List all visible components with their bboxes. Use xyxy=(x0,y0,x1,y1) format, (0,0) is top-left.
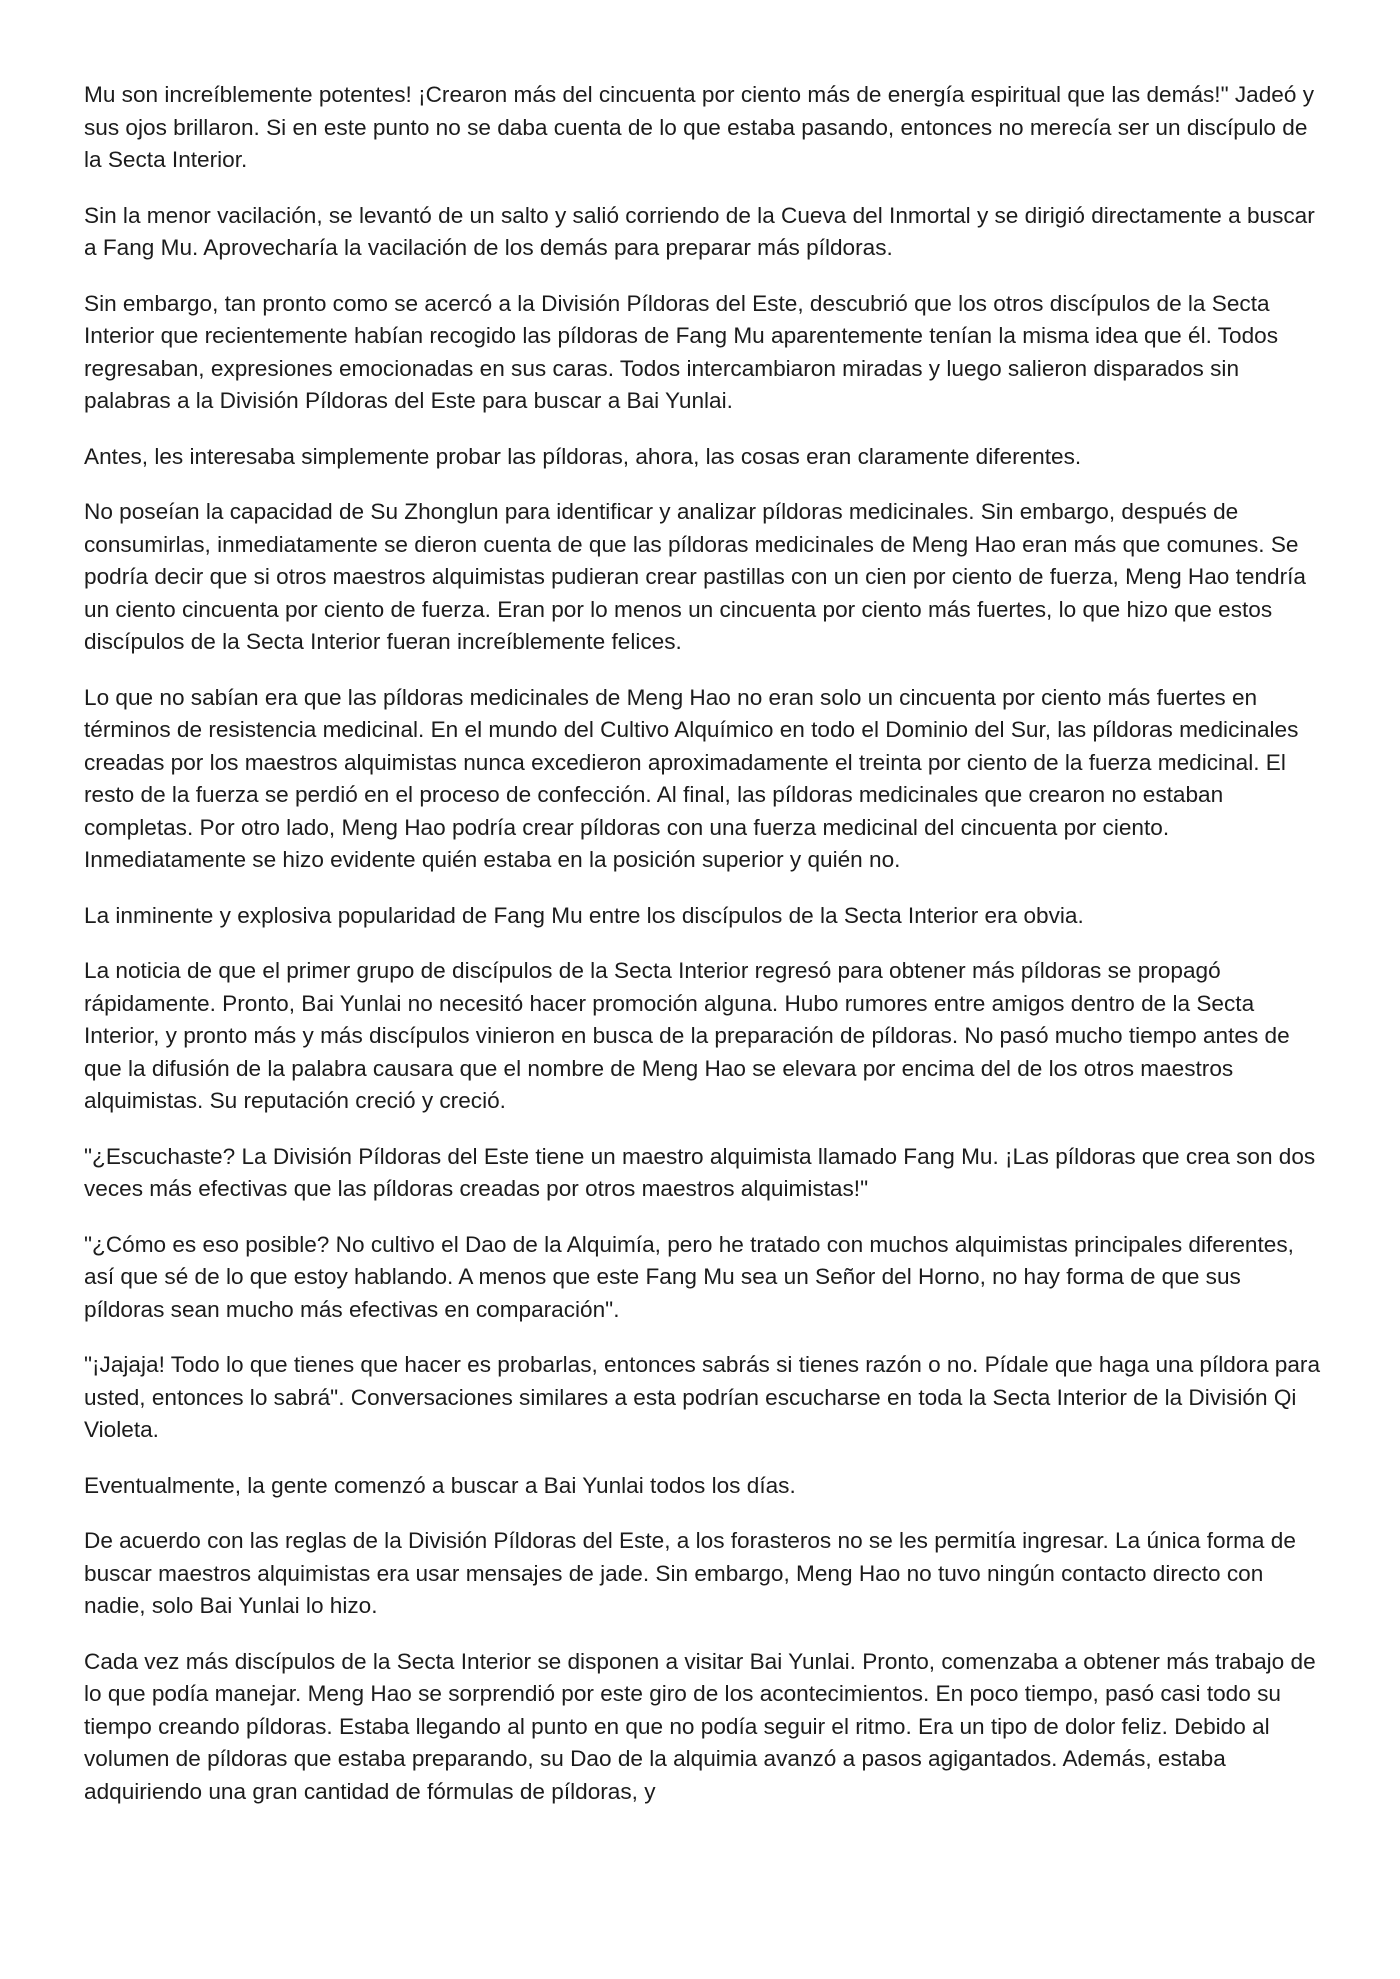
paragraph-9: "¿Escuchaste? La División Píldoras del Este tiene un maestro alquimista llamado Fang Mu. ¡Las píldoras que crea son dos veces más efectivas que las píldoras creadas por otros maestros alquimistas!" xyxy=(84,1143,1316,1201)
paragraph-3: Sin embargo, tan pronto como se acercó a la División Píldoras del Este, descubrió que los otros discípulos de la Secta Interior que recientemente habían recogido las píldoras de Fang Mu aparentemente tenían la misma idea que él. Todos regresaban, expresiones emocionadas en sus caras. Todos intercambiaron miradas y luego salieron disparados sin palabras a la División Píldoras del Este para buscar a Bai Yunlai. xyxy=(84,290,1279,413)
paragraph-10: "¿Cómo es eso posible? No cultivo el Dao de la Alquimía, pero he tratado con muchos alquimistas principales diferentes, así que sé de lo que estoy hablando. A menos que este Fang Mu sea un Señor del Horno, no hay forma de que sus píldoras sean mucho más efectivas en comparación". xyxy=(84,1231,1294,1322)
paragraph-13: De acuerdo con las reglas de la División Píldoras del Este, a los forasteros no se les permitía ingresar. La única forma de buscar maestros alquimistas era usar mensajes de jade. Sin embargo, Meng Hao no tuvo ningún contacto directo con nadie, solo Bai Yunlai lo hizo. xyxy=(84,1528,1296,1618)
paragraph-6: Lo que no sabían era que las píldoras medicinales de Meng Hao no eran solo un cincuenta por ciento más fuertes en términos de resistencia medicinal. En el mundo del Cultivo Alquímico en todo el Dominio del Sur, las píldoras medicinales creadas por los maestros alquimistas nunca excedieron aproximadamente el treinta por ciento de la fuerza medicinal. El resto de la fuerza se perdió en el proceso de confección. Al final, las píldoras medicinales que crearon no estaban completas. Por otro lado, Meng Hao podría crear píldoras con una fuerza medicinal del cincuenta por ciento. Inmediatamente se hizo evidente quién estaba en la posición superior y quién no. xyxy=(84,684,1299,872)
paragraph-8: La noticia de que el primer grupo de discípulos de la Secta Interior regresó para obtener más píldoras se propagó rápidamente. Pronto, Bai Yunlai no necesitó hacer promoción alguna. Hubo rumores entre amigos dentro de la Secta Interior, y pronto más y más discípulos vinieron en busca de la preparación de píldoras. No pasó mucho tiempo antes de que la difusión de la palabra causara que el nombre de Meng Hao se elevara por encima del de los otros maestros alquimistas. Su reputación creció y creció. xyxy=(84,958,1290,1113)
paragraph-12: Eventualmente, la gente comenzó a buscar a Bai Yunlai todos los días. xyxy=(84,1472,796,1498)
paragraph-4: Antes, les interesaba simplemente probar las píldoras, ahora, las cosas eran claramente diferentes. xyxy=(84,443,1082,469)
paragraph-11: "¡Jajaja! Todo lo que tienes que hacer es probarlas, entonces sabrás si tienes razón o no. Pídale que haga una píldora para usted, entonces lo sabrá". Conversaciones similares a esta podrían escucharse en toda la Secta Interior de la División Qi Violeta. xyxy=(84,1352,1321,1442)
document-page xyxy=(84,79,1320,1831)
paragraph-14: Cada vez más discípulos de la Secta Interior se disponen a visitar Bai Yunlai. Pronto, comenzaba a obtener más trabajo de lo que podía manejar. Meng Hao se sorprendió por este giro de los acontecimientos. En poco tiempo, pasó casi todo su tiempo creando píldoras. Estaba llegando al punto en que no podía seguir el ritmo. Era un tipo de dolor feliz. Debido al volumen de píldoras que estaba preparando, su Dao de la alquimia avanzó a pasos agigantados. Además, estaba adquiriendo una gran cantidad de fórmulas de píldoras, y xyxy=(84,1648,1316,1804)
paragraph-7: La inminente y explosiva popularidad de Fang Mu entre los discípulos de la Secta Interior era obvia. xyxy=(84,902,1084,928)
paragraph-1: Mu son increíblemente potentes! ¡Crearon más del cincuenta por ciento más de energía espiritual que las demás!" Jadeó y sus ojos brillaron. Si en este punto no se daba cuenta de lo que estaba pasando, entonces no merecía ser un discípulo de la Secta Interior. xyxy=(84,82,1315,172)
paragraph-2: Sin la menor vacilación, se levantó de un salto y salió corriendo de la Cueva del Inmortal y se dirigió directamente a buscar a Fang Mu. Aprovecharía la vacilación de los demás para preparar más píldoras. xyxy=(84,202,1315,260)
paragraph-5: No poseían la capacidad de Su Zhonglun para identificar y analizar píldoras medicinales. Sin embargo, después de consumirlas, inmediatamente se dieron cuenta de que las píldoras medicinales de Meng Hao eran más que comunes. Se podría decir que si otros maestros alquimistas pudieran crear pastillas con un cien por ciento de fuerza, Meng Hao tendría un ciento cincuenta por ciento de fuerza. Eran por lo menos un cincuenta por ciento más fuertes, lo que hizo que estos discípulos de la Secta Interior fueran increíblemente felices. xyxy=(84,499,1306,654)
